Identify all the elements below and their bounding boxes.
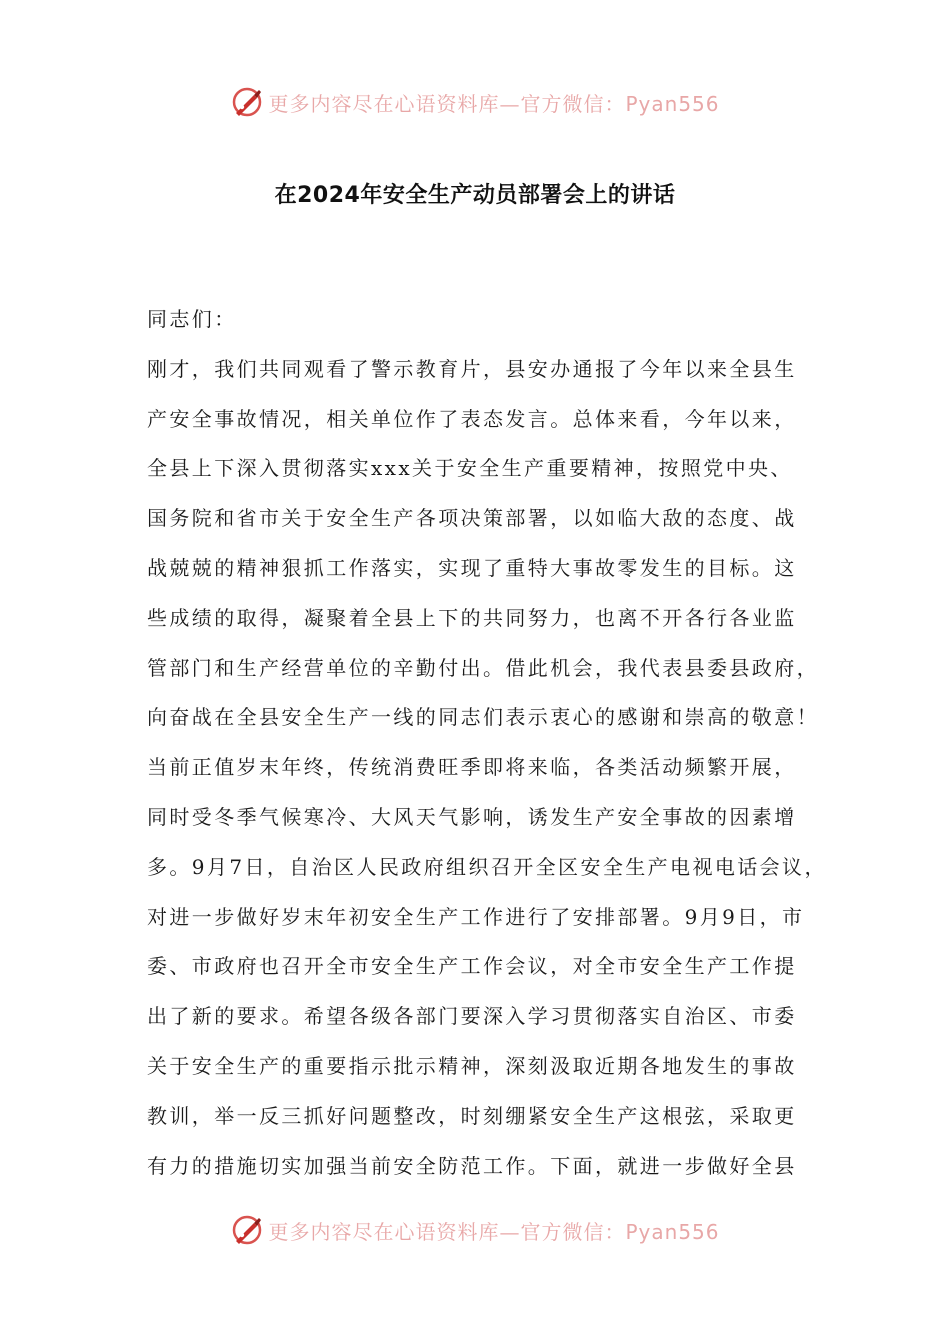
text-line: 战兢兢的精神狠抓工作落实，实现了重特大事故零发生的目标。这 [147,555,797,580]
text-line: 同时受冬季气候寒冷、大风天气影响，诱发生产安全事故的因素增 [147,804,797,829]
text-line: 多。9月7日，自治区人民政府组织召开全区安全生产电视电话会议， [147,854,827,879]
watermark-text: 更多内容尽在心语资料库—官方微信：Pyan556 [268,91,720,116]
wechat-id: Pyan556 [625,91,720,116]
watermark-text: 更多内容尽在心语资料库—官方微信：Pyan556 [268,1219,720,1244]
document-title: 在2024年安全生产动员部署会上的讲话 [274,183,676,208]
salutation: 同志们： [147,307,237,331]
text-line: 当前正值岁末年终，传统消费旺季即将来临，各类活动频繁开展， [147,755,797,780]
text-line: 委、市政府也召开全市安全生产工作会议，对全市安全生产工作提 [147,954,797,979]
text-line: 关于安全生产的重要指示批示精神，深刻汲取近期各地发生的事故 [147,1053,797,1078]
text-line: 向奋战在全县安全生产一线的同志们表示衷心的感谢和崇高的敬意！ [147,705,819,730]
text-line: 全县上下深入贯彻落实xxx关于安全生产重要精神，按照党中央、 [147,456,793,481]
document-body [147,301,827,1197]
text-line: 对进一步做好岁末年初安全生产工作进行了安排部署。9月9日，市 [147,904,805,929]
text-line: 出了新的要求。希望各级各部门要深入学习贯彻落实自治区、市委 [147,1004,797,1029]
text-line: 刚才，我们共同观看了警示教育片，县安办通报了今年以来全县生 [147,356,797,381]
text-line: 管部门和生产经营单位的辛勤付出。借此机会，我代表县委县政府， [147,655,819,680]
text-line: 国务院和省市关于安全生产各项决策部署，以如临大敌的态度、战 [147,506,797,531]
wechat-id: Pyan556 [625,1219,720,1244]
text-line: 教训，举一反三抓好问题整改，时刻绷紧安全生产这根弦，采取更 [147,1103,797,1128]
text-line: 产安全事故情况，相关单位作了表态发言。总体来看，今年以来， [147,406,797,431]
footer-watermark [0,1210,950,1250]
pen-circle-logo-icon [230,85,264,119]
text-line: 有力的措施切实加强当前安全防范工作。下面，就进一步做好全县 [147,1153,797,1178]
pen-circle-logo-icon [230,1213,264,1247]
header-watermark [0,82,950,122]
text-line: 些成绩的取得，凝聚着全县上下的共同努力，也离不开各行各业监 [147,605,797,630]
